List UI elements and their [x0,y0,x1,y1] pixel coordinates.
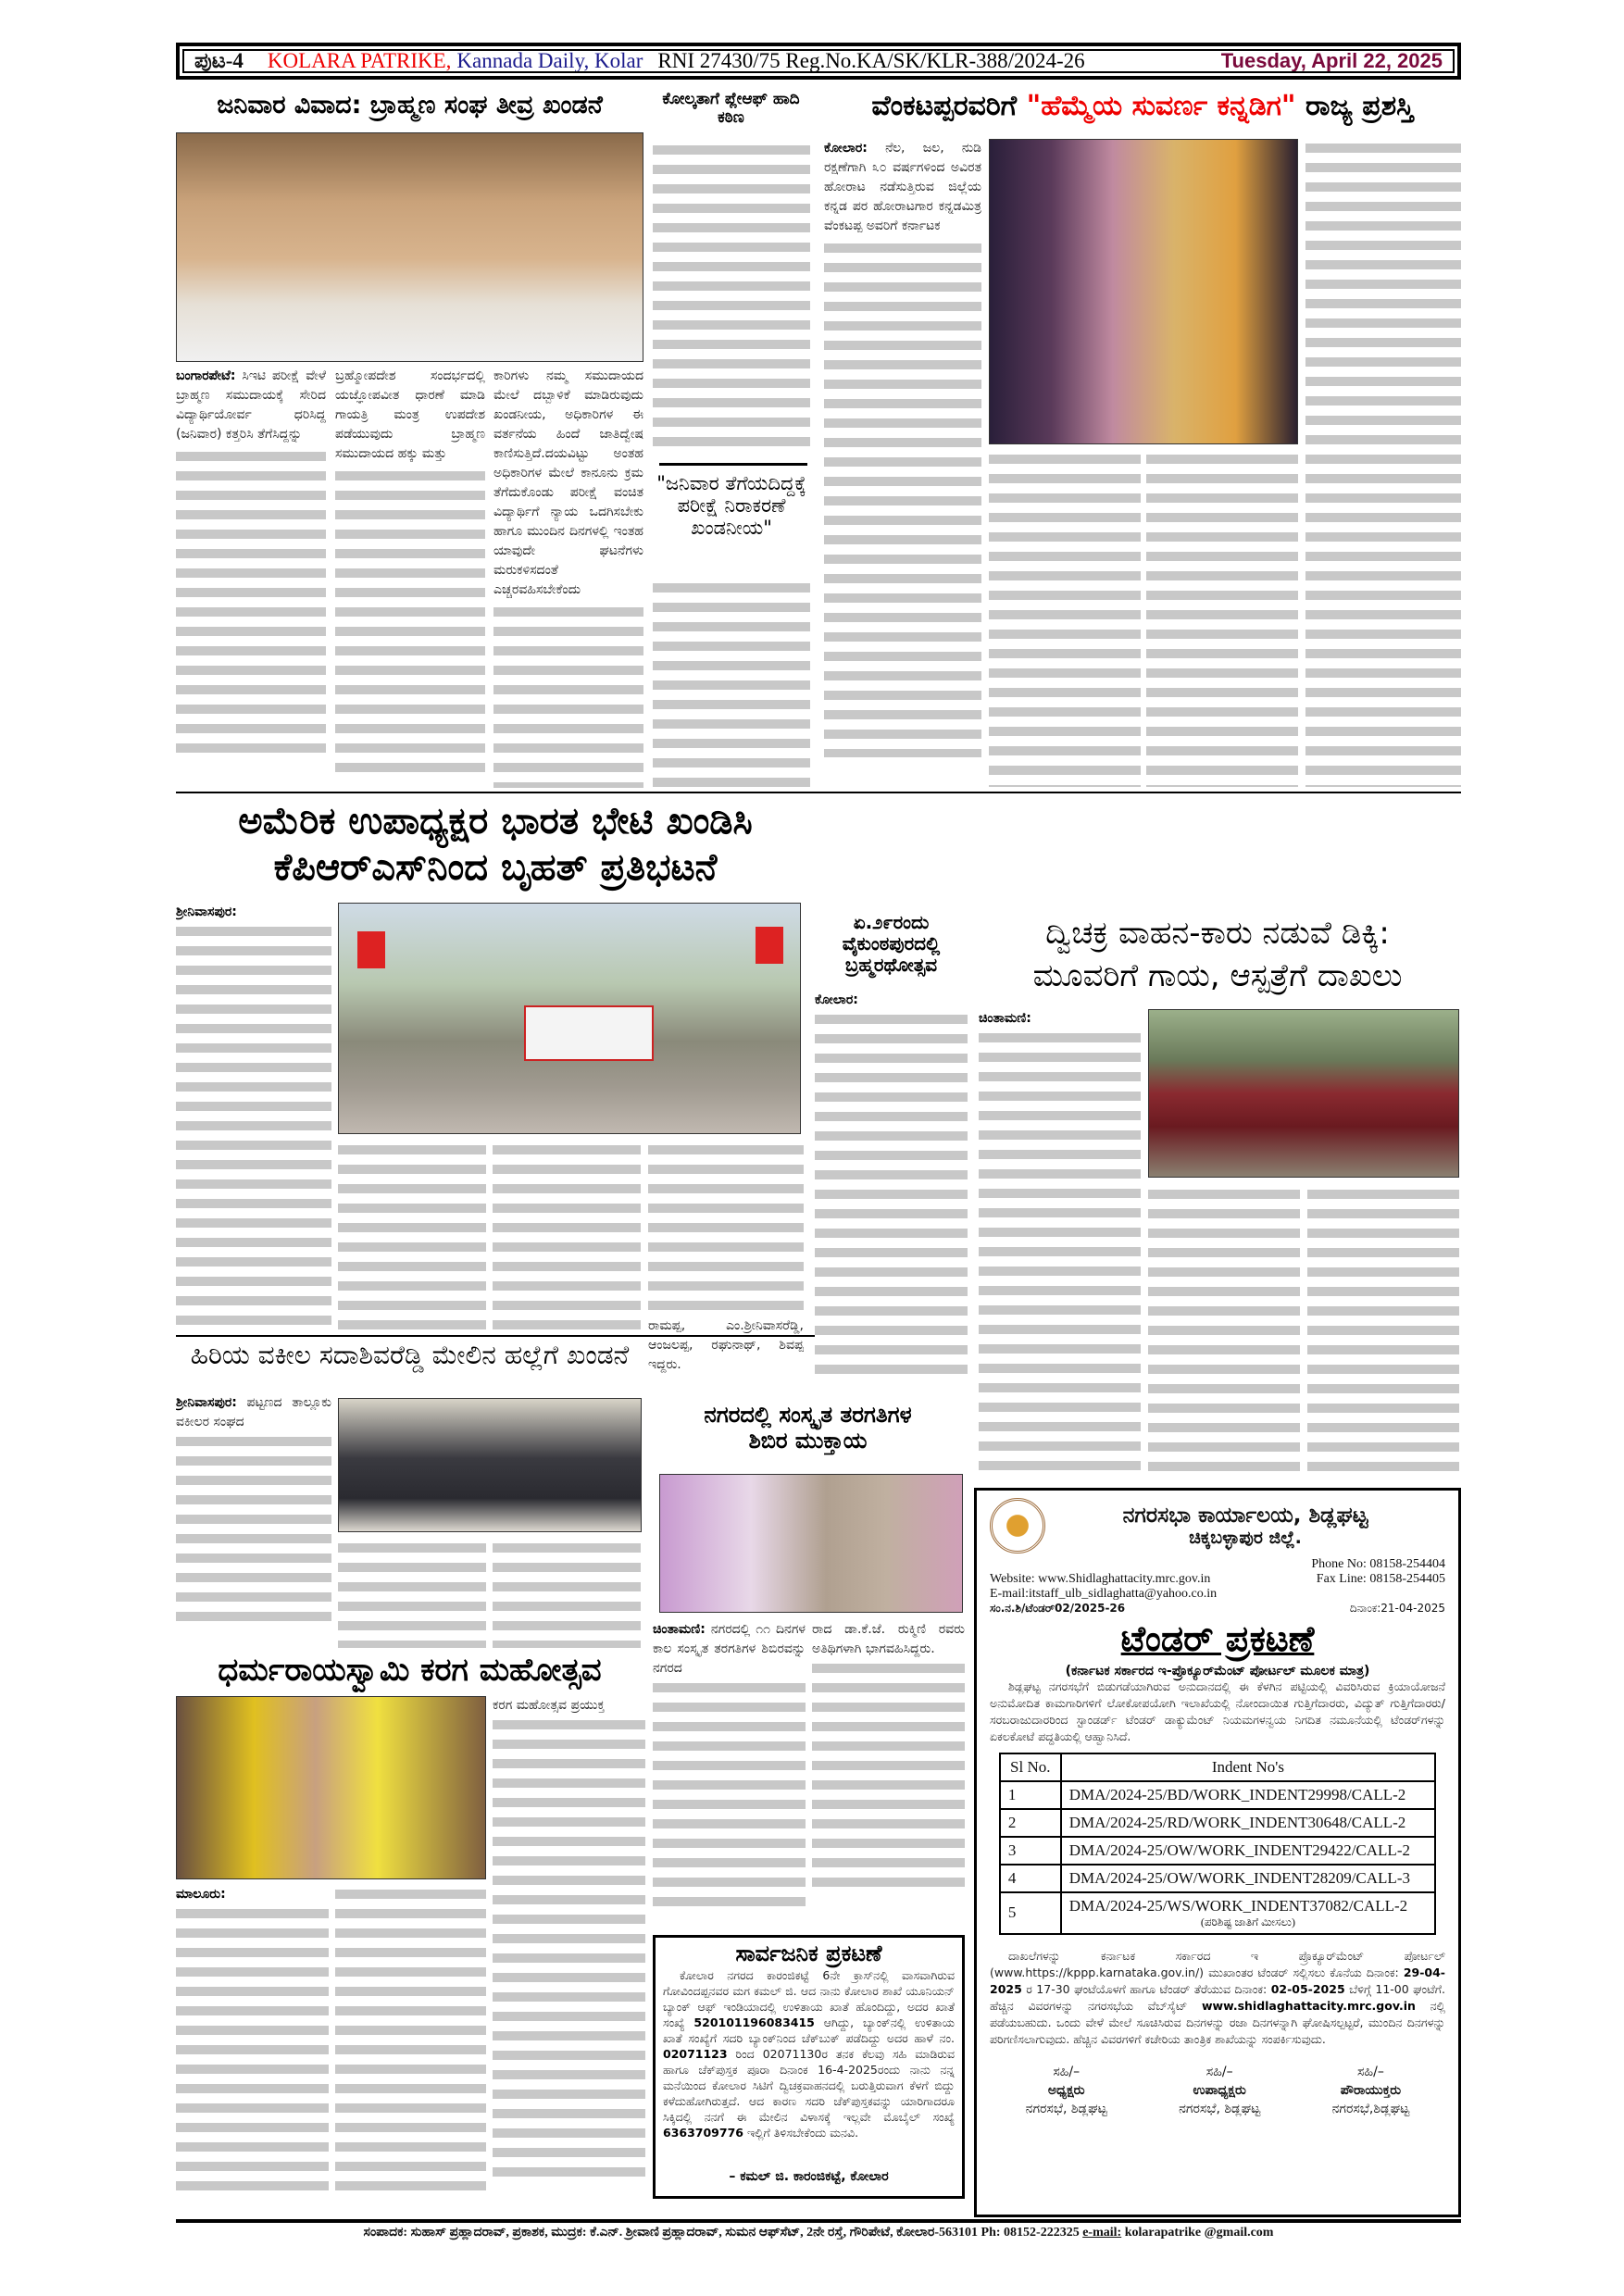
sig-place: ನಗರಸಭೆ,ಶಿಡ್ಲಘಟ್ಟ [1331,2101,1410,2116]
imprint-text: ಸಂಪಾದಕ: ಸುಹಾಸ್ ಪ್ರಹ್ಲಾದರಾವ್, ಪ್ರಕಾಶಕ, ಮುದ್ರಕ: ಕೆ.ಎನ್. ಶ್ರೀವಾಣಿ ಪ್ರಹ್ಲಾದರಾವ್, ಸುಮನ ಆಫ್‌ಸೆಟ್, 2ನೇ ರಸ್ತೆ, ಗೌರಿಪೇಟೆ, ಕೋಲಾರ-563101 [363,2226,979,2240]
headline-venkatappa [824,91,1461,123]
article-column [176,367,326,788]
tender-table [999,1753,1436,1935]
article-text: ಬ್ರಹ್ಮೋಪದೇಶ ಸಂದರ್ಭದಲ್ಲಿ ಯಜ್ಞೋಪವೀತ ಧಾರಣೆ ಮಾಡಿ ಗಾಯತ್ರಿ ಮಂತ್ರ ಉಪದೇಶ ಪಡೆಯುವುದು ಬ್ರಾಹ್ಮಣ ಸಮುದಾಯದ ಹಕ್ಕು ಮತ್ತು [335,368,485,461]
text-lines [335,467,485,772]
text-lines [335,1885,486,2196]
headline-kolkata: ಕೋಲ್ಕತಾಗೆ ಪ್ಲೇಆಫ್ ಹಾದಿ ಕಠಿಣ [662,90,800,127]
signatory [1179,2063,1260,2118]
tender-closing [990,1948,1445,2048]
sig-place: ನಗರಸಭೆ, ಶಿಡ್ಲಘಟ್ಟ [1179,2101,1261,2116]
notice-text: ಆಗಿದ್ದು, ಬ್ಯಾಂಕ್‌ನಲ್ಲಿ ಉಳಿತಾಯ ಖಾತೆ ಸಂಖ್ಯೆಗೆ ಸದರಿ ಬ್ಯಾಂಕ್‌ನಿಂದ ಚೆಕ್‌ಬುಕ್ ಪಡೆದಿದ್ದು ಅದರ ಹಾಳೆ ನಂ. [663,2015,955,2045]
sl-cell: 4 [1000,1865,1061,1892]
notice-body [663,1967,955,2162]
sig-place: ನಗರಸಭೆ, ಶಿಡ್ಲಘಟ್ಟ [1025,2101,1107,2116]
headline-line: ಕೆಪಿಆರ್‌ಎಸ್‌ನಿಂದ ಬೃಹತ್ ಪ್ರತಿಭಟನೆ [273,846,718,889]
paper-name: KOLARA PATRIKE, [267,49,452,72]
tender-text: ರ 17-30 ಘಂಟೆಯೊಳಗೆ ಹಾಗೂ ಟೆಂಡರ್ ತೆರೆಯುವ ದಿನಾಂಕ: [1021,1981,1271,1996]
signatory [1026,2063,1107,2118]
text-lines [653,1678,806,1910]
text-lines [653,579,810,787]
table-row [1000,1892,1435,1934]
tender-text: ನಲ್ಲಿ ಪಡೆಯಬಹುದು. ಒಂದು ವೇಳೆ ಮೇಲೆ ಸೂಚಿಸಿರುವ ದಿನಗಳನ್ನು ರಜಾ ದಿನಗಳನ್ನಾಗಿ ಘೋಷಿಸಲ್ಪಟ್ಟರೆ, ಮುಂದಿನ ದಿನಗಳನ್ನು ಪರಿಗಣಿಸಲಾಗುವುದು. ಹೆಚ್ಚಿನ ವಿವರಗಳಿಗೆ ಕಚೇರಿಯ ತಾಂತ್ರಿಕ ಶಾಖೆಯನ್ನು ಸಂಪರ್ಕಿಸುವುದು. [990,1998,1445,2046]
sl-cell: 3 [1000,1837,1061,1865]
article-column [653,1620,806,1930]
sig-mark: ಸಹಿ/– [1357,2064,1384,2079]
tender-text: ಬೆಳಿಗ್ಗೆ 11-00 ಘಂಟೆಗೆ. ಹೆಚ್ಚಿನ ವಿವರಗಳನ್ನು ನಗರಸಭೆಯ ವೆಬ್‌ಸೈಟ್ [990,1981,1445,2013]
public-notice [653,1935,965,2199]
reservation-note: (ಪರಿಶಿಷ್ಟ ಜಾತಿಗೆ ಮೀಸಲು) [1200,1915,1295,1928]
email-label: e-mail: [1082,2226,1122,2240]
red-flag [357,931,385,968]
indent-cell: DMA/2024-25/OW/WORK_INDENT28209/CALL-3 [1061,1865,1435,1892]
page-number: ಪುಟ-4 [194,49,244,72]
headline-lawyer: ಹಿರಿಯ ವಕೀಲ ಸದಾಶಿವರೆಡ್ಡಿ ಮೇಲಿನ ಹಲ್ಲೆಗೆ ಖಂಡನೆ [190,1340,630,1370]
text-lines [812,1659,965,1890]
headline-janivara: ಜನಿವಾರ ವಿವಾದ: ಬ್ರಾಹ್ಮಣ ಸಂಘ ತೀವ್ರ ಖಂಡನೆ [217,91,603,119]
notice-text: ರಿಂದ 02071130ರ ತನಕ ಕೆಲವು ಸಹಿ ಮಾಡಿರುವ ಹಾಗೂ ಚೆಕ್‌ಪುಸ್ತಕ ಪೂರಾ ದಿನಾಂಕ 16-4-2025ರಂದು ನಾನು ನನ್ನ ಮನೆಯಿಂದ ಕೋಲಾರ ಸಿಟಿಗೆ ದ್ವಿಚಕ್ರವಾಹನದಲ್ಲಿ ಬರುತ್ತಿರುವಾಗ ಕೆಳಗೆ ಬಿದ್ದು ಕಳೆದುಹೋಗಿರುತ್ತದೆ. ಆದ ಕಾರಣ ಸದರಿ ಚೆಕ್‌ಪುಸ್ತಕವನ್ನು ಯಾರಿಗಾದರೂ ಸಿಕ್ಕಿದಲ್ಲಿ ನನಗೆ ಈ ಮೇಲಿನ ವಿಳಾಸಕ್ಕೆ ಇಲ್ಲವೇ ಮೊಬೈಲ್ ಸಂಖ್ಯೆ [663,2046,955,2124]
tender-intro: ಶಿಡ್ಲಘಟ್ಟ ನಗರಸಭೆಗೆ ಬಿಡುಗಡೆಯಾಗಿರುವ ಅನುದಾನದಲ್ಲಿ ಈ ಕೆಳಗಿನ ಪಟ್ಟಿಯಲ್ಲಿ ವಿವರಿಸಿರುವ ಕ್ರಿಯಾಯೋಜನೆ ಅನುಮೋದಿತ ಕಾಮಗಾರಿಗಳಿಗೆ ಲೋಕೋಪಯೋಗಿ ಇಲಾಖೆಯಲ್ಲಿ ನೋಂದಾಯಿತ ಗುತ್ತಿಗೆದಾರರು, ವಿದ್ಯುತ್ ಗುತ್ತಿಗೆದಾರರು/ಸರಬರಾಜುದಾರರಿಂದ ಸ್ಟಾಂಡರ್ಡ್ ಟೆಂಡರ್ ಡಾಕ್ಯುಮೆಂಟ್ ನಿಯಮಗಳನ್ವಯ ನಿಗದಿತ ನಮೂನೆಯಲ್ಲಿ ಟೆಂಡರ್‌ಗಳನ್ನು ಏಕಲಕೋಟೆ ಪದ್ಧತಿಯಲ್ಲಿ ಆಹ್ವಾನಿಸಿದೆ. [990,1678,1445,1743]
red-flag [756,927,783,964]
signatory [1332,2063,1410,2118]
article-text: ಸಿಇಟಿ ಪರೀಕ್ಷೆ ವೇಳೆ ಬ್ರಾಹ್ಮಣ ಸಮುದಾಯಕ್ಕೆ ಸೇರಿದ ವಿದ್ಯಾರ್ಥಿಯೋರ್ವ ಧರಿಸಿದ್ದ (ಜನಿವಾರ) ಕತ್ತರಿಸಿ ತೆಗೆಸಿದ್ದನ್ನು [176,368,326,442]
text-lines [1305,139,1461,787]
tender-email[interactable]: E-mail:itstaff_ulb_sidlaghatta@yahoo.co.in [990,1587,1218,1601]
photo-damaged-car [1148,1009,1459,1178]
tender-site-link[interactable]: www.shidlaghattacity.mrc.gov.in [1201,1998,1416,2013]
table-row [1000,1865,1435,1892]
headline-line: ಅಮೆರಿಕ ಉಪಾಧ್ಯಕ್ಷರ ಭಾರತ ಭೇಟಿ ಖಂಡಿಸಿ [238,800,753,842]
article-column [979,1009,1141,1481]
text-lines [1148,1185,1300,1481]
article-column [335,367,485,788]
text-lines [493,1539,641,1648]
indent-cell: DMA/2024-25/BD/WORK_INDENT29998/CALL-2 [1061,1781,1435,1809]
article-text: ನಗರದಲ್ಲಿ ೧೧ ದಿನಗಳ ಕಾಲ ಸಂಸ್ಕೃತ ತರಗತಿಗಳ ಶಿಬಿರವನ್ನು ನಗರದ [653,1622,806,1676]
photo-karaga-festival [176,1696,486,1879]
text-lines [648,1141,804,1316]
tender-reference: ಸಂ.ನ.ಶಿ/ಟೆಂಡರ್02/2025-26 [990,1602,1126,1615]
article-column [815,991,968,1389]
text-lines [338,1539,486,1648]
headline-accident [974,912,1461,997]
text-lines [176,1432,331,1627]
headline-line: ಮೂವರಿಗೆ ಗಾಯ, ಆಸ್ಪತ್ರೆಗೆ ದಾಖಲು [1032,957,1403,994]
sig-role: ಅಧ್ಯಕ್ಷರು [1047,2082,1085,2098]
text-lines [493,1716,645,2178]
dateline: ಕೋಲಾರ: [824,141,868,156]
table-row [1000,1809,1435,1837]
indent-number: DMA/2024-25/WS/WORK_INDENT37082/CALL-2 [1068,1896,1408,1915]
tender-district: ಚಿಕ್ಕಬಳ್ಳಾಪುರ ಜಿಲ್ಲೆ. [1189,1528,1302,1548]
headline-highlight: "ಹೆಮ್ಮೆಯ ಸುವರ್ಣ ಕನ್ನಡಿಗ" [1026,90,1296,122]
tender-text: ದಾಖಲೆಗಳನ್ನು ಕರ್ನಾಟಕ ಸರ್ಕಾರದ ಇ ಪ್ರೊಕ್ಯೂರ್‌ಮೆಂಟ್ ಪೋರ್ಟಲ್ (www.https://kppp.karnataka.gov.in/) ಮುಖಾಂತರ ಟೆಂಡರ್ ಸಲ್ಲಿಸಲು ಕೊನೆಯ ದಿನಾಂಕ: [990,1948,1445,1979]
text-lines [176,922,331,1329]
article-column [648,1141,804,1391]
article-text: ರಾಮಪ್ಪ, ಎಂ.ಶ್ರೀನಿವಾಸರೆಡ್ಡಿ, ಆಂಜಲಪ್ಪ, ರಘುನಾಥ್, ಶಿವಪ್ಪ ಇದ್ದರು. [648,1318,804,1372]
sig-mark: ಸಹಿ/– [1053,2064,1081,2079]
column-header: Indent No's [1061,1753,1435,1781]
text-lines [176,447,326,753]
dateline: ಕೋಲಾರ: [815,992,858,1007]
tender-open-date: 02-05-2025 [1270,1981,1345,1996]
photo-brahmin-protest [176,132,643,362]
article-column [812,1620,965,1930]
account-number: 520101196083415 [693,2015,815,2029]
article-column [176,903,331,1333]
table-header [1000,1753,1435,1781]
indent-cell: DMA/2024-25/OW/WORK_INDENT29422/CALL-2 [1061,1837,1435,1865]
headline-kprs [176,798,815,891]
notice-signature: – ಕಮಲ್ ಜಿ. ಕಾರಂಜಿಕಟ್ಟೆ, ಕೋಲಾರ [729,2168,889,2184]
tender-subtitle: (ಕರ್ನಾಟಕ ಸರ್ಕಾರದ ಇ-ಪ್ರೊಕ್ಯೂರ್‌ಮೆಂಟ್ ಪೋರ್ಟಲ್ ಮೂಲಕ ಮಾತ್ರ) [1065,1663,1370,1678]
sig-mark: ಸಹಿ/– [1206,2064,1233,2079]
cheque-leaf-number: 02071123 [663,2046,728,2061]
notice-title: ಸಾರ್ವಜನಿಕ ಪ್ರಕಟಣೆ [735,1940,882,1966]
sl-cell: 2 [1000,1809,1061,1837]
footer-phone: Ph: 08152-222325 [981,2226,1080,2240]
text-lines [493,1141,641,1333]
divider [176,1335,815,1337]
headline-line: ನಗರದಲ್ಲಿ ಸಂಸ್ಕೃತ ತರಗತಿಗಳ [704,1402,912,1428]
photo-award-ceremony [989,139,1298,444]
article-text: ನೆಲ, ಜಲ, ನುಡಿ ರಕ್ಷಣೆಗಾಗಿ ೩೦ ವರ್ಷಗಳಿಂದ ಅವಿರತ ಹೋರಾಟ ನಡೆಸುತ್ತಿರುವ ಜಿಲ್ಲೆಯ ಕನ್ನಡ ಪರ ಹೋರಾಟಗಾರ ಕನ್ನಡಮಿತ್ರ ವೆಂಕಟಪ್ಪ ಅವರಿಗೆ ಕರ್ನಾಟಕ [824,141,981,233]
article-text: ರಾದ ಡಾ.ಕೆ.ಜೆ. ರುಕ್ಮಿಣಿ ರವರು ಅತಿಥಿಗಳಾಗಿ ಭಾಗವಹಿಸಿದ್ದರು. [812,1622,965,1656]
dateline: ಶ್ರೀನಿವಾಸಪುರ: [176,1395,237,1410]
table-row [1000,1837,1435,1865]
text-lines [989,450,1141,787]
tender-fax: Fax Line: 08158-254405 [1316,1572,1445,1586]
headline-karaga: ಧರ್ಮರಾಯಸ್ವಾಮಿ ಕರಗ ಮಹೋತ್ಸವ [218,1652,602,1689]
article-text: ಕರಗ ಮಹೋತ್ಸವ ಪ್ರಯುಕ್ತ [493,1698,605,1713]
sig-role: ಉಪಾಧ್ಯಕ್ಷರು [1193,2082,1246,2098]
article-column [493,367,643,788]
tender-notice [974,1488,1461,2217]
footer-email[interactable]: kolarapatrike @gmail.com [1124,2226,1274,2240]
photo-lawyers-protest [338,1398,642,1532]
dateline: ಶ್ರೀನಿವಾಸಪುರ: [176,905,237,919]
divider [176,792,1461,793]
tender-date: ದಿನಾಂಕ:21-04-2025 [1349,1602,1445,1615]
article-column [176,1885,329,2196]
headline-line: ದ್ವಿಚಕ್ರ ವಾಹನ-ಕಾರು ನಡುವೆ ಡಿಕ್ಕಿ: [1045,915,1390,952]
registration-number: RNI 27430/75 Reg.No.KA/SK/KLR-388/2024-26 [657,49,1085,72]
photo-sanskrit-camp [659,1474,963,1613]
issue-date: Tuesday, April 22, 2025 [1220,49,1443,72]
notice-text: ಇಲ್ಲಿಗೆ ತಿಳಿಸಬೇಕೆಂದು ಮನವಿ. [743,2125,859,2140]
text-lines [653,141,810,455]
photo-kprs-protest [338,903,801,1134]
karnataka-emblem-icon [990,1498,1045,1554]
text-lines [1146,450,1298,787]
headline-line: ಶಿಬಿರ ಮುಕ್ತಾಯ [748,1427,868,1454]
column-header: Sl No. [1000,1753,1061,1781]
dateline: ಚಿಂತಾಮಣಿ: [979,1011,1031,1026]
dateline: ಮಾಲೂರು: [176,1887,226,1902]
text-lines [815,1010,968,1380]
article-column [493,1696,645,2196]
sig-role: ಪೌರಾಯುಕ್ತರು [1340,2082,1402,2098]
text-lines [493,603,643,788]
text-lines [176,1904,329,2191]
headline-sanskrit [648,1403,968,1454]
article-text: ಕಾರಿಗಳು ನಮ್ಮ ಸಮುದಾಯದ ಮೇಲೆ ದಬ್ಬಾಳಿಕೆ ಮಾಡಿರುವುದು ಖಂಡನೀಯ, ಅಧಿಕಾರಿಗಳ ಈ ವರ್ತನೆಯ ಹಿಂದೆ ಜಾತಿದ್ವೇಷ ಕಾಣಿಸುತ್ತಿದೆ.ದಯವಿಟ್ಟು ಅಂತಹ ಅಧಿಕಾರಿಗಳ ಮೇಲೆ ಕಾನೂನು ಕ್ರಮ ತೆಗೆದುಕೊಂಡು ಪರೀಕ್ಷೆ ವಂಚಿತ ವಿದ್ಯಾರ್ಥಿಗೆ ನ್ಯಾಯ ಒದಗಿಸಬೇಕು ಹಾಗೂ ಮುಂದಿನ ದಿನಗಳಲ್ಲಿ ಇಂತಹ ಯಾವುದೇ ಘಟನೆಗಳು ಮರುಕಳಿಸದಂತೆ ಎಚ್ಚರವಹಿಸಬೇಕೆಂದು [493,368,643,597]
text-lines [824,239,981,757]
pull-quote: "ಜನಿವಾರ ತೆಗೆಯದಿದ್ದಕ್ಕೆ ಪರೀಕ್ಷೆ ನಿರಾಕರಣೆ ಖಂಡನೀಯ" [656,472,806,540]
headline-part: ವೆಂಕಟಪ್ಪರವರಿಗೆ [871,90,1027,122]
text-lines [1307,1185,1459,1481]
paper-subtitle: Kannada Daily, Kolar [456,49,643,72]
indent-cell [1061,1892,1435,1934]
sl-cell: 1 [1000,1781,1061,1809]
tender-website[interactable]: Website: www.Shidlaghattacity.mrc.gov.in [990,1572,1211,1586]
dateline: ಬಂಗಾರಪೇಟೆ: [176,368,236,383]
article-column [176,1393,331,1648]
signatories [990,2063,1445,2118]
divider [659,463,807,466]
sl-cell: 5 [1000,1892,1061,1934]
bid-deadline: 29-04-2025 [990,1965,1445,1996]
indent-cell: DMA/2024-25/RD/WORK_INDENT30648/CALL-2 [1061,1809,1435,1837]
article-column [824,139,981,787]
tender-title: ಟೆಂಡರ್ ಪ್ರಕಟಣೆ [1120,1618,1315,1659]
text-lines [979,1029,1141,1473]
protest-banner [524,1005,654,1061]
tender-office: ನಗರಸಭಾ ಕಾರ್ಯಾಲಯ, ಶಿಡ್ಲಘಟ್ಟ [1122,1504,1368,1528]
headline-part: ರಾಜ್ಯ ಪ್ರಶಸ್ತಿ [1295,90,1414,122]
masthead [176,43,1461,80]
text-lines [338,1141,486,1333]
table-row [1000,1781,1435,1809]
footer-imprint [176,2226,1461,2240]
footer-rule [176,2219,1461,2223]
mobile-number: 6363709776 [663,2125,743,2140]
dateline: ಚಿಂತಾಮಣಿ: [653,1622,706,1637]
headline-rathotsava: ಏ.೨೯ರಂದು ವೈಕುಂಠಪುರದಲ್ಲಿ ಬ್ರಹ್ಮರಥೋತ್ಸವ [842,911,941,976]
notice-text: ಕೋಲಾರ ನಗರದ ಕಾರಂಜಿಕಟ್ಟೆ 6ನೇ ಕ್ರಾಸ್‌ನಲ್ಲಿ ವಾಸವಾಗಿರುವ ಗೋವಿಂದಪ್ಪನವರ ಮಗ ಕಮಲ್ ಜಿ. ಆದ ನಾನು ಕೋಲಾರ ಶಾಖೆ ಯೂನಿಯನ್ ಬ್ಯಾಂಕ್ ಆಫ್ ಇಂಡಿಯಾದಲ್ಲಿ ಉಳಿತಾಯ ಖಾತೆ ಹೊಂದಿದ್ದು, ಅದರ ಖಾತೆ ಸಂಖ್ಯೆ [663,1967,955,2029]
article-text: ಪಟ್ಟಣದ ತಾಲ್ಲೂಕು ವಕೀಲರ ಸಂಘದ [176,1395,331,1429]
tender-phone: Phone No: 08158-254404 [1311,1557,1445,1571]
